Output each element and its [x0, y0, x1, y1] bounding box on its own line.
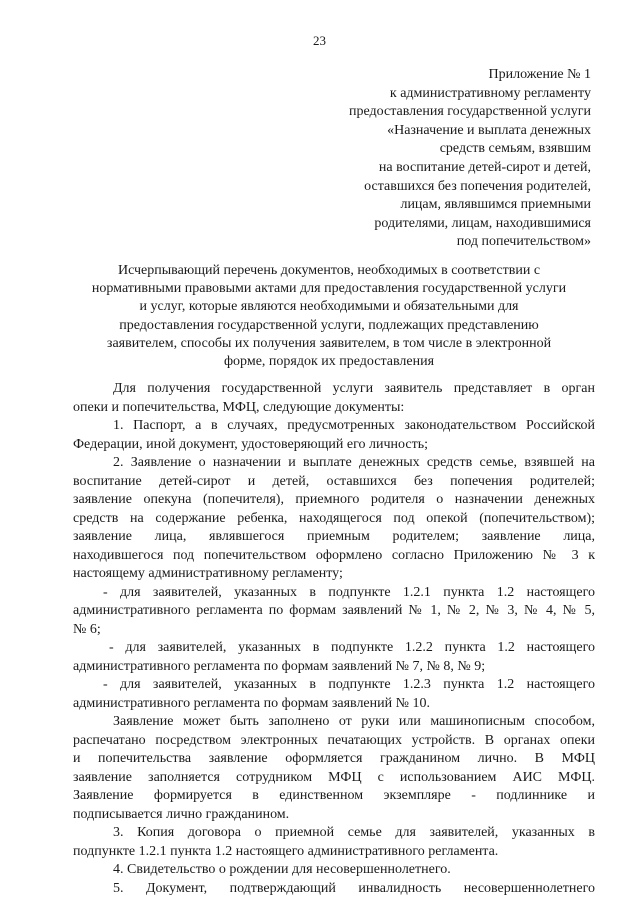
text-line: подпункте 1.2.1 пункта 1.2 настоящего административного регламента. [73, 843, 499, 859]
paragraph-intro [73, 380, 595, 417]
text-line: средств на содержание ребенка, находящегося под опекой (попечительством); [73, 510, 595, 526]
appendix-line: под попечительством» [456, 234, 591, 250]
text-line: - для заявителей, указанных в подпункте 1.2.2 пункта 1.2 настоящего [109, 640, 595, 655]
title-line: форме, порядок их предоставления [223, 354, 435, 370]
text-line: 5. Документ, подтверждающий инвалидность несовершеннолетнего [113, 880, 595, 896]
text-line: - для заявителей, указанных в подпункте 1.2.1 пункта 1.2 настоящего [103, 584, 595, 600]
text-line: распечатано посредством электронных печатающих устройств. В органах опеки [73, 732, 595, 748]
paragraph-item-4 [73, 861, 595, 880]
document-body [73, 380, 595, 898]
text-line: опеки и попечительства, МФЦ, следующие документы: [73, 399, 405, 415]
appendix-line: Приложение № 1 [488, 67, 591, 82]
text-line: Заявление формируется в единственном экземпляре - подлиннике и [73, 788, 595, 803]
appendix-line: лицам, являвшимся приемными [400, 197, 591, 213]
text-line: 3. Копия договора о приемной семье для заявителей, указанных в [113, 825, 595, 840]
text-line: 4. Свидетельство о рождении для несовершеннолетнего. [113, 862, 451, 877]
appendix-line: средств семьям, взявшим [439, 141, 591, 157]
appendix-line: предоставления государственной услуги [349, 104, 591, 120]
page-number: 23 [313, 33, 326, 48]
paragraph-item-2 [73, 454, 595, 584]
text-line: заявление лица, являвшегося приемным родителем; заявление лица, [73, 529, 595, 544]
paragraph-item-1 [73, 417, 595, 454]
appendix-line: родителями, лицам, находившимися [374, 215, 591, 231]
text-line: административного регламента по формам заявлений № 7, № 8, № 9; [73, 658, 486, 674]
paragraph-note [73, 713, 595, 824]
text-line: Для получения государственной услуги заявитель представляет в орган [113, 381, 595, 396]
text-line: - для заявителей, указанных в подпункте 1.2.3 пункта 1.2 настоящего [103, 677, 595, 692]
title-line: предоставления государственной услуги, подлежащих представлению [119, 317, 539, 333]
appendix-line: «Назначение и выплата денежных [387, 122, 591, 138]
text-line: заявление заполняется сотрудником МФЦ с использованием АИС МФЦ. [73, 769, 595, 785]
text-line: воспитание детей-сирот и детей, оставшихся без попечения родителей; [73, 473, 595, 489]
text-line: административного регламента по формам заявлений № 1, № 2, № 3, № 4, № 5, [73, 603, 595, 618]
paragraph-item-2-sub-3 [73, 676, 595, 713]
text-line: № 6; [73, 621, 101, 637]
paragraph-item-2-sub-1 [73, 584, 595, 640]
text-line: находившегося под попечительством оформлено согласно Приложению № 3 к [73, 547, 595, 563]
text-line: заявление опекуна (попечителя), приемного родителя о назначении денежных [73, 492, 595, 507]
appendix-line: на воспитание детей-сирот и детей, [378, 159, 591, 175]
text-line: административного регламента по формам заявлений № 10. [73, 695, 430, 711]
text-line: Федерации, иной документ, удостоверяющий его личность; [73, 436, 428, 452]
text-line: 2. Заявление о назначении и выплате денежных средств семье, взявшей на [113, 455, 595, 470]
appendix-line: оставшихся без попечения родителей, [364, 178, 591, 194]
paragraph-item-2-sub-2 [73, 639, 595, 676]
text-line: Заявление может быть заполнено от руки или машинописным способом, [113, 714, 595, 729]
paragraph-item-5 [73, 880, 595, 899]
document-title [68, 262, 590, 371]
appendix-line: к административному регламенту [389, 85, 591, 101]
text-line: подписывается лично гражданином. [73, 806, 290, 822]
title-line: заявителем, способы их получения заявителем, в том числе в электронной [106, 335, 552, 351]
appendix-header [261, 66, 591, 252]
title-line: Исчерпывающий перечень документов, необходимых в соответствии с [117, 263, 541, 278]
title-line: нормативными правовыми актами для предоставления государственной услуги [91, 281, 567, 297]
text-line: и попечительства заявление оформляется гражданином лично. В МФЦ [73, 751, 595, 766]
paragraph-item-3 [73, 824, 595, 861]
text-line: настоящему административному регламенту; [73, 566, 343, 581]
title-line: и услуг, которые являются необходимыми и обязательными для [139, 299, 519, 315]
text-line: 1. Паспорт, а в случаях, предусмотренных законодательством Российской [113, 418, 595, 433]
